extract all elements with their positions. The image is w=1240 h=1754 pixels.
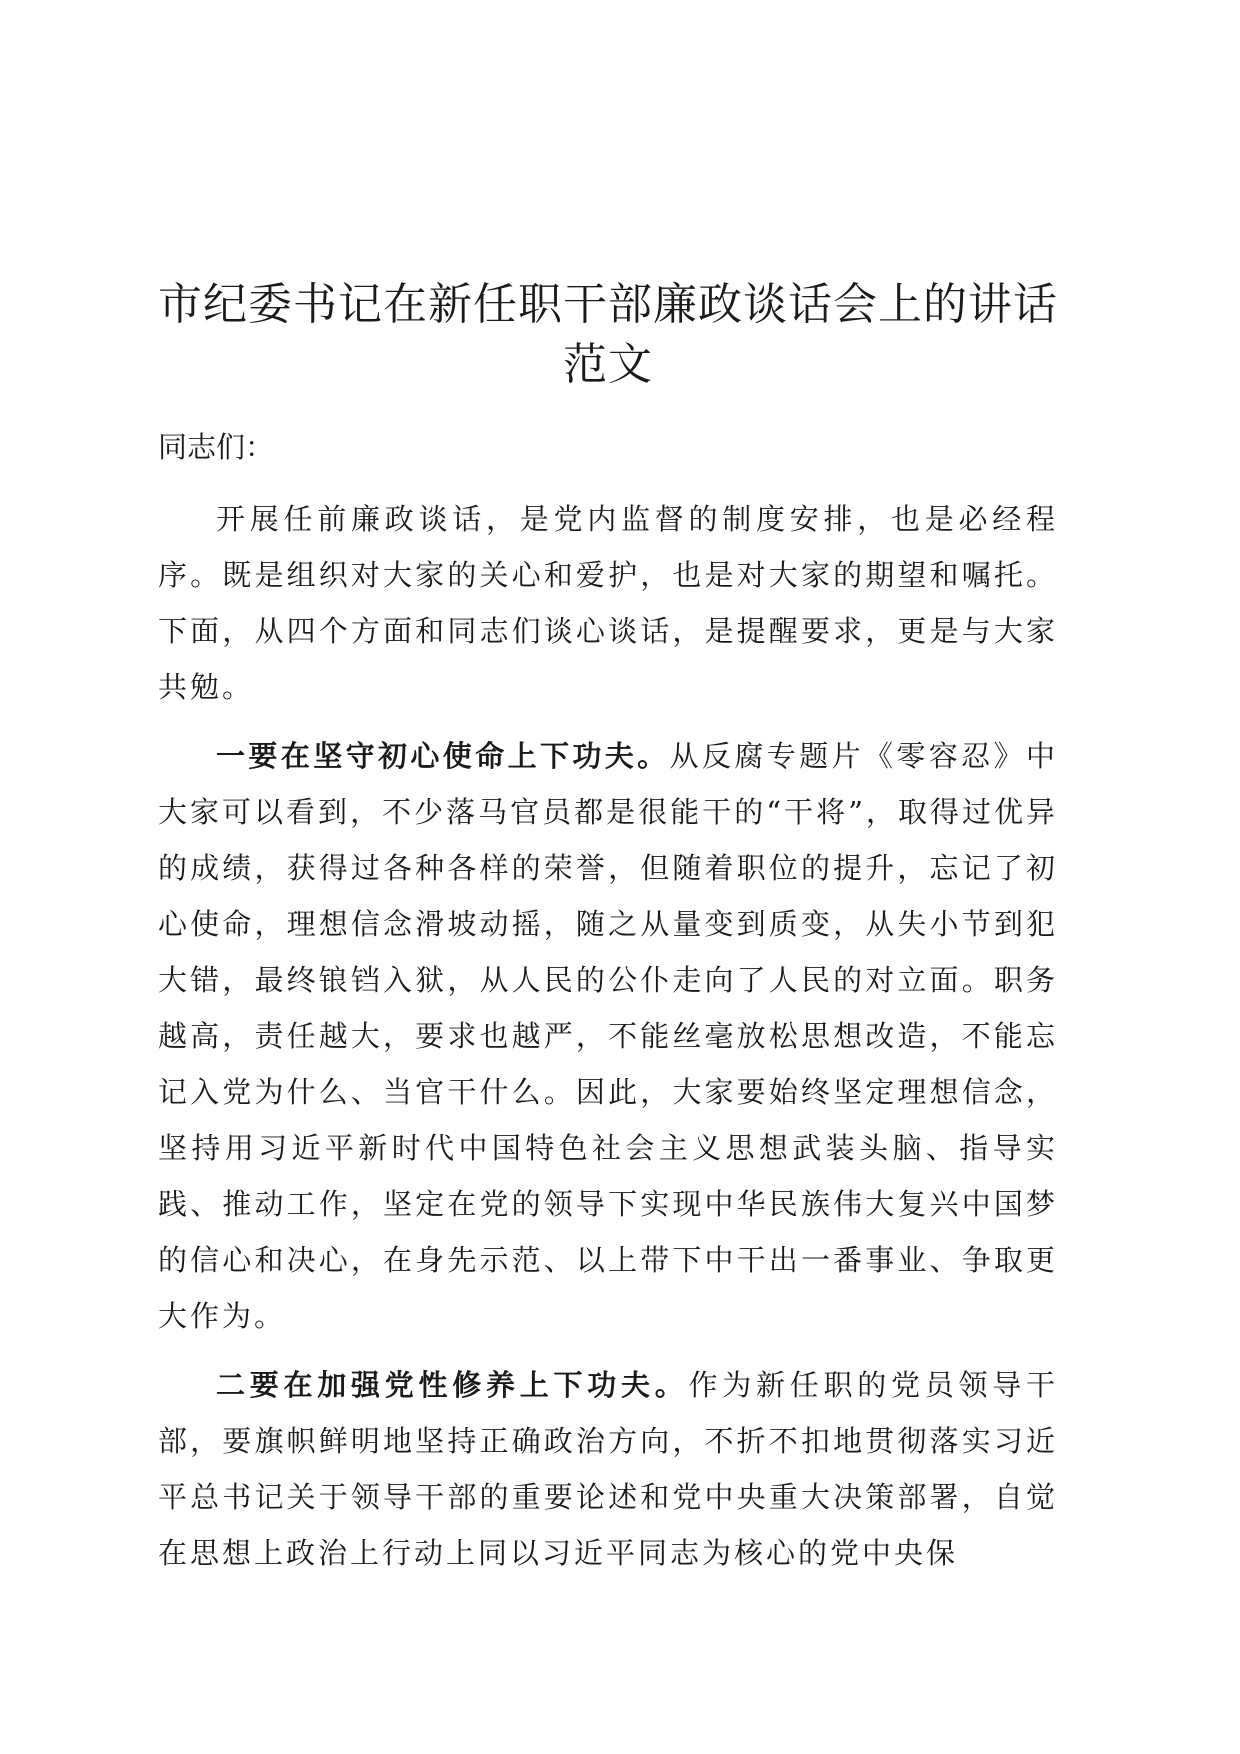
section-paragraph-1 (158, 728, 1058, 1344)
title-line-2: 范文 (563, 339, 653, 390)
title-line-1: 市纪委书记在新任职干部廉政谈话会上的讲话 (158, 279, 1058, 330)
section-heading-1: 一要在坚守初心使命上下功夫。 (216, 739, 670, 773)
section-paragraph-2 (158, 1357, 1058, 1581)
intro-paragraph: 开展任前廉政谈话，是党内监督的制度安排，也是必经程序。既是组织对大家的关心和爱护，也是对大家的期望和嘱托。下面，从四个方面和同志们谈心谈话，是提醒要求，更是与大家共勉。 (158, 502, 1058, 704)
document-page (158, 275, 1058, 1594)
section-body-1: 从反腐专题片《零容忍》中大家可以看到，不少落马官员都是很能干的“干将”，取得过优异的成绩，获得过各种各样的荣誉，但随着职位的提升，忘记了初心使命，理想信念滑坡动摇，随之从量变到质变，从失小节到犯大错，最终锒铛入狱，从人民的公仆走向了人民的对立面。职务越高，责任越大，要求也越严，不能丝毫放松思想改造，不能忘记入党为什么、当官干什么。因此，大家要始终坚定理想信念，坚持用习近平新时代中国特色社会主义思想武装头脑、指导实践、推动工作，坚定在党的领导下实现中华民族伟大复兴中国梦的信心和决心，在身先示范、以上带下中干出一番事业、争取更大作为。 (158, 739, 1058, 1333)
section-body-2: 作为新任职的党员领导干部，要旗帜鲜明地坚持正确政治方向，不折不扣地贯彻落实习近平总书记关于领导干部的重要论述和党中央重大决策部署，自觉在思想上政治上行动上同以习近平同志为核心的党中央保 (158, 1368, 1058, 1570)
salutation: 同志们： (158, 430, 275, 464)
section-heading-2: 二要在加强党性修养上下功夫。 (216, 1368, 689, 1402)
page-title (158, 275, 1058, 395)
